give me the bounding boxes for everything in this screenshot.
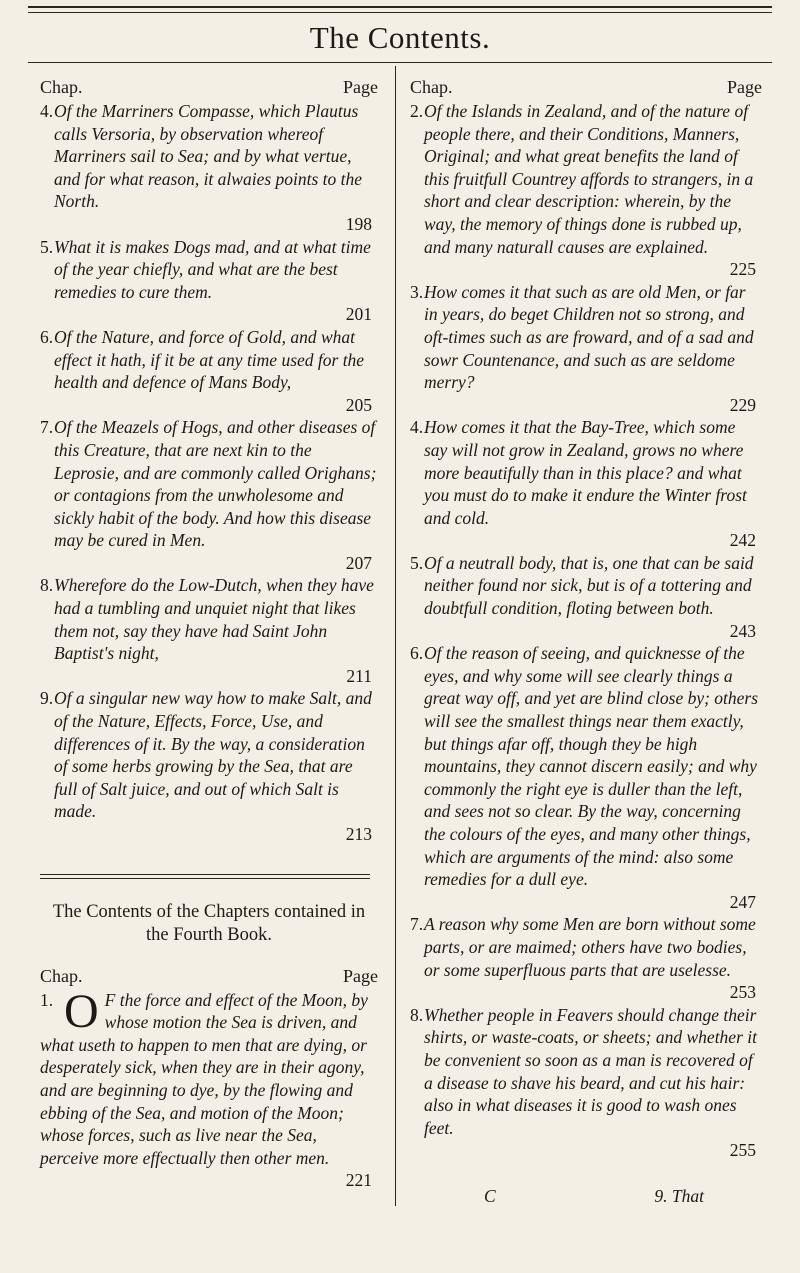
entry-text: How comes it that such as are old Men, or far in years, do beget Children not so strong, and oft-times such as are froward, and of a sad and sowr Countenance, and such as are seldome merry?: [424, 281, 754, 393]
top-border-rule: [28, 6, 772, 8]
entry-text: Of a singular new way how to make Salt, and of the Nature, Effects, Force, Use, and differences of it. By the way, a consideration of some herbs growing by the Sea, that are full of Salt juice, and out of which Salt is made.: [54, 688, 372, 822]
catchword-line: [410, 1185, 762, 1208]
entry-page: 225: [729, 259, 756, 280]
entry-number: 6.: [410, 643, 424, 664]
column-divider: [395, 66, 396, 1206]
entry-page: 198: [345, 213, 372, 234]
toc-entry: [40, 416, 378, 574]
column-header: [40, 76, 378, 98]
entry-number: 3.: [410, 281, 424, 302]
toc-entry: [410, 100, 762, 281]
entry-page: 201: [345, 304, 372, 325]
toc-entry: [40, 236, 378, 326]
entry-number: 8.: [40, 575, 54, 596]
entry-text: Of the Meazels of Hogs, and other diseases of this Creature, that are next kin to the Leprosie, and are commonly called Orighans; or contagions from the unwholesome and sickly habit of the body. And how this disease may be cured in Men.: [54, 417, 377, 551]
entry-number: 9.: [40, 688, 54, 709]
toc-entry: [40, 100, 378, 236]
entry-text: What it is makes Dogs mad, and at what time of the year chiefly, and what are the best remedies to cure them.: [54, 236, 371, 302]
entry-text: Of the Nature, and force of Gold, and what effect it hath, if it be at any time used for the health and defence of Mans Body,: [54, 326, 365, 393]
toc-entry: [410, 913, 762, 1003]
toc-entry: [410, 1162, 762, 1185]
toc-entry: [40, 574, 378, 687]
toc-entry: [410, 1004, 762, 1162]
drop-capital: O: [64, 984, 99, 1038]
catchword: 9. That: [654, 1185, 704, 1206]
entry-page: 211: [346, 665, 372, 686]
toc-entry: [410, 642, 762, 913]
entry-number: 5.: [40, 236, 54, 257]
entry-number: 4.: [410, 417, 424, 438]
column-header: [410, 76, 762, 98]
toc-entry: [410, 552, 762, 642]
entry-number: 8.: [410, 1004, 424, 1025]
entry-page: 247: [729, 891, 756, 912]
left-column: [40, 76, 378, 1192]
signature-mark: C: [483, 1185, 496, 1206]
entry-page: 243: [729, 620, 756, 641]
entry-text: Of the Islands in Zealand, and of the nature of people there, and their Conditions, Manners, Original; and what great benefits the land of this fruitfull Countrey affords to strangers, in a short and clear description: wherein, by the way, the memory of things done is rubbed up, and many naturall causes are explained.: [424, 101, 754, 257]
entry-text: Of a neutrall body, that is, one that can be said neither found nor sick, but is of a tottering and doubtfull condition, floting between both.: [424, 552, 754, 619]
entry-page: 229: [729, 394, 756, 415]
column-header: [40, 965, 378, 987]
section-divider-thin: [40, 878, 370, 879]
entry-page: 213: [345, 824, 372, 844]
chap-label: Chap.: [410, 77, 453, 97]
header-rule: [28, 62, 772, 63]
entry-number: 2.: [410, 101, 424, 121]
entry-page: 242: [729, 530, 756, 551]
entry-text: How comes it that the Bay-Tree, which some say will not grow in Zealand, grows no where more beautifully than in this place? and what you must do to make it endure the Winter frost and cold.: [424, 417, 747, 528]
entry-number: 7.: [40, 417, 54, 438]
toc-entry-first: [40, 984, 378, 1192]
entry-text: Wherefore do the Low-Dutch, when they have had a tumbling and unquiet night that likes them not, say they have had Saint John Baptist's night,: [54, 575, 374, 664]
entry-number: 1.: [40, 989, 54, 1010]
chap-label: Chap.: [40, 965, 83, 986]
entry-page: 221: [345, 1170, 372, 1191]
page-label: Page: [727, 77, 762, 97]
entry-text: A reason why some Men are born without some parts, or are maimed; others have two bodies, or some superfluous parts that are uselesse.: [424, 914, 756, 980]
right-column: [410, 76, 762, 1207]
chap-label: Chap.: [40, 77, 83, 97]
page-label: Page: [343, 965, 378, 986]
entry-page: 207: [345, 552, 372, 573]
book-heading: The Contents of the Chapters contained in the Fourth Book.: [52, 901, 366, 945]
entry-page: 255: [729, 1140, 756, 1161]
page-label: Page: [343, 77, 378, 97]
page-title: The Contents.: [309, 20, 491, 55]
entry-number: 6.: [40, 326, 54, 347]
toc-entry: [410, 281, 762, 417]
toc-entry: [410, 416, 762, 552]
entry-page: 253: [729, 982, 756, 1003]
toc-entry: [40, 687, 378, 845]
entry-number: 7.: [410, 914, 424, 935]
toc-entry: [40, 326, 378, 416]
section-divider: [40, 874, 370, 875]
entry-text: F the force and effect of the Moon, by whose motion the Sea is driven, and what useth to happen to men that are dying, or desperately sick, when they are in their agony, and are beginning to dye, by the flowing and ebbing of the Sea, and motion of the Moon; whose forces, such as live near the Sea, perceive more effectually then other men.: [40, 989, 368, 1168]
entry-number: 5.: [410, 552, 424, 573]
entry-text: Whether people in Feavers should change their shirts, or waste-coats, or sheets; and whether it be convenient so soon as a man is recovered of a disease to shave his beard, and cut his hair: also in what diseases it is good to wash ones feet.: [424, 1004, 757, 1138]
entry-text: Of the Marriners Compasse, which Plautus calls Versoria, by observation whereof Marriners sail to Sea; and by what vertue, and for what reason, it alwaies points to the North.: [54, 101, 363, 212]
top-border-rule-thin: [28, 12, 772, 13]
entry-page: 205: [345, 394, 372, 415]
entry-text: Of the reason of seeing, and quicknesse of the eyes, and why some will see clearly things a great way off, and yet are blind close by; others will see the smallest things near them exactly, but things afar off, though they be high mountains, they cannot discern easily; and why commonly the right eye is duller than the left, and sees not so clear. By the way, concerning the colours of the eyes, and many other things, which are arguments of the mind: also some remedies for a dull eye.: [424, 643, 759, 890]
entry-number: 4.: [40, 101, 54, 121]
